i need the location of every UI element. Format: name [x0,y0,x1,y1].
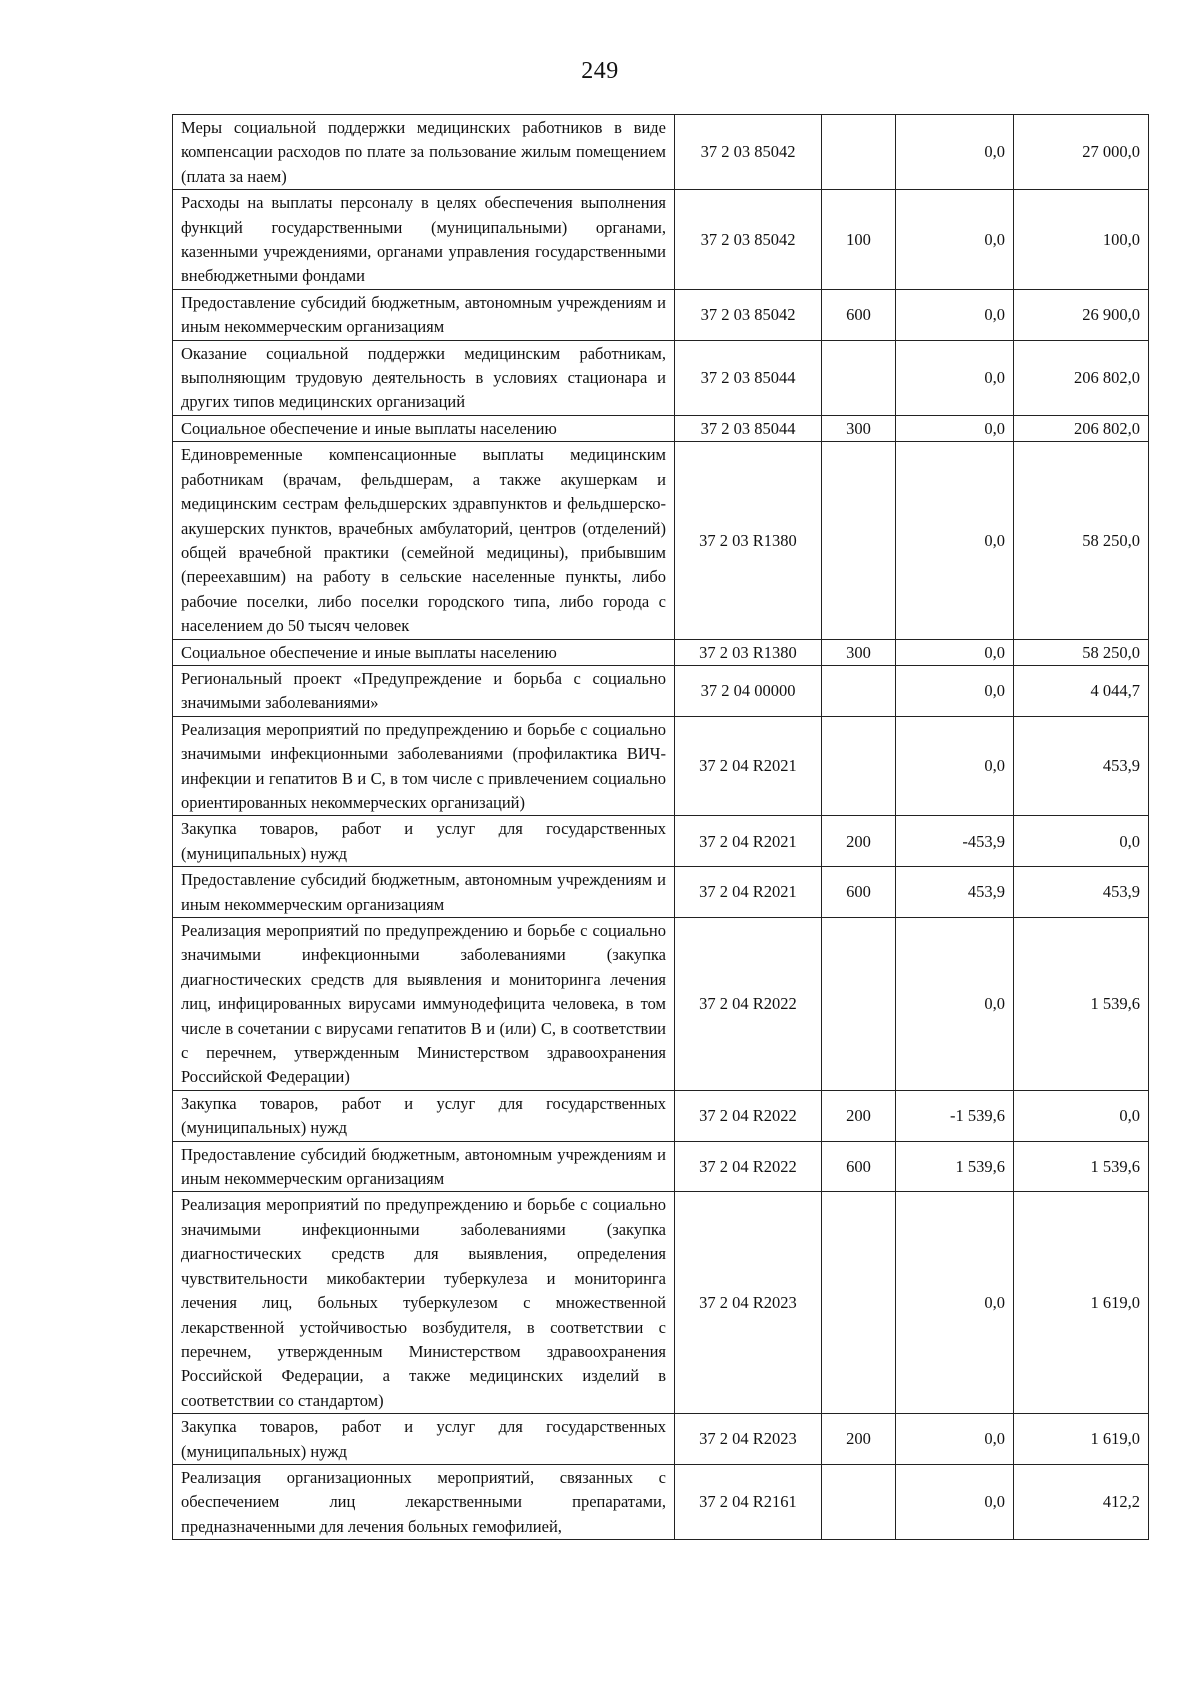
table-row [173,665,1149,716]
amount-total: 453,9 [1014,867,1149,918]
budget-table-body [173,115,1149,1540]
amount-total: 1 539,6 [1014,918,1149,1091]
expense-type-code: 200 [822,816,896,867]
row-name-cell: Социальное обеспечение и иные выплаты населению [173,639,675,665]
amount-change: 0,0 [896,1464,1014,1539]
row-name-cell: Реализация мероприятий по предупреждению и борьбе с социально значимыми инфекционными заболеваниями (закупка диагностических средств для выявления и мониторинга лечения лиц, инфицированных вирусами иммунодефицита человека, в том числе в сочетании с вирусами гепатитов В и (или) С, в соответствии с перечнем, утвержденным Министерством здравоохранения Российской Федерации) [173,918,675,1091]
table-row [173,1464,1149,1539]
expense-type-code: 200 [822,1414,896,1465]
amount-total: 58 250,0 [1014,639,1149,665]
expense-type-code: 200 [822,1090,896,1141]
table-row [173,639,1149,665]
row-name-cell: Закупка товаров, работ и услуг для государственных (муниципальных) нужд [173,1090,675,1141]
table-row [173,1414,1149,1465]
row-name-cell: Оказание социальной поддержки медицинским работникам, выполняющим трудовую деятельность в условиях стационара и других типов медицинских организаций [173,340,675,415]
amount-change: 0,0 [896,289,1014,340]
expense-type-code [822,442,896,639]
expense-type-code: 600 [822,1141,896,1192]
target-article-code: 37 2 04 R2022 [675,1141,822,1192]
table-row [173,115,1149,190]
row-name-cell: Расходы на выплаты персоналу в целях обеспечения выполнения функций государственными (муниципальными) органами, казенными учреждениями, органами управления государственными внебюджетными фондами [173,190,675,290]
target-article-code: 37 2 04 R2161 [675,1464,822,1539]
budget-table [172,114,1149,1540]
table-row [173,289,1149,340]
expense-type-code [822,1464,896,1539]
table-row [173,1141,1149,1192]
row-name-cell: Реализация мероприятий по предупреждению и борьбе с социально значимыми инфекционными заболеваниями (профилактика ВИЧ-инфекции и гепатитов В и С, в том числе с привлечением социально ориентированных некоммерческих организаций) [173,716,675,816]
amount-total: 0,0 [1014,1090,1149,1141]
table-row [173,340,1149,415]
expense-type-code: 100 [822,190,896,290]
expense-type-code [822,918,896,1091]
amount-change: 0,0 [896,639,1014,665]
table-row [173,716,1149,816]
expense-type-code [822,665,896,716]
page-number: 249 [581,58,619,84]
amount-change: 0,0 [896,918,1014,1091]
row-name-cell: Единовременные компенсационные выплаты медицинским работникам (врачам, фельдшерам, а также акушеркам и медицинским сестрам фельдшерских здравпунктов и фельдшерско-акушерских пунктов, врачебных амбулаторий, центров (отделений) общей врачебной практики (семейной медицины), прибывшим (переехавшим) на работу в сельские населенные пункты, либо рабочие поселки, либо поселки городского типа, либо города с населением до 50 тысяч человек [173,442,675,639]
amount-total: 4 044,7 [1014,665,1149,716]
expense-type-code: 300 [822,639,896,665]
row-name-cell: Предоставление субсидий бюджетным, автономным учреждениям и иным некоммерческим организациям [173,867,675,918]
amount-total: 1 539,6 [1014,1141,1149,1192]
amount-change: 0,0 [896,190,1014,290]
target-article-code: 37 2 03 85044 [675,340,822,415]
amount-total: 412,2 [1014,1464,1149,1539]
target-article-code: 37 2 03 R1380 [675,442,822,639]
amount-total: 58 250,0 [1014,442,1149,639]
amount-change: 0,0 [896,1414,1014,1465]
row-name-cell: Меры социальной поддержки медицинских работников в виде компенсации расходов по плате за пользование жилым помещением (плата за наем) [173,115,675,190]
amount-total: 453,9 [1014,716,1149,816]
table-row [173,867,1149,918]
row-name-cell: Реализация мероприятий по предупреждению и борьбе с социально значимыми инфекционными заболеваниями (закупка диагностических средств для выявления, определения чувствительности микобактерии туберкулеза и мониторинга лечения лиц, больных туберкулезом с множественной лекарственной устойчивостью возбудителя, в соответствии с перечнем, утвержденным Министерством здравоохранения Российской Федерации, а также медицинских изделий в соответствии со стандартом) [173,1192,675,1414]
amount-change: 453,9 [896,867,1014,918]
target-article-code: 37 2 04 R2021 [675,867,822,918]
target-article-code: 37 2 03 R1380 [675,639,822,665]
table-row [173,415,1149,441]
expense-type-code: 300 [822,415,896,441]
amount-change: 0,0 [896,340,1014,415]
row-name-cell: Закупка товаров, работ и услуг для государственных (муниципальных) нужд [173,816,675,867]
row-name-cell: Предоставление субсидий бюджетным, автономным учреждениям и иным некоммерческим организациям [173,289,675,340]
table-row [173,816,1149,867]
amount-change: 0,0 [896,115,1014,190]
target-article-code: 37 2 03 85042 [675,115,822,190]
amount-change: 1 539,6 [896,1141,1014,1192]
expense-type-code: 600 [822,289,896,340]
amount-change: 0,0 [896,1192,1014,1414]
target-article-code: 37 2 03 85042 [675,289,822,340]
table-row [173,918,1149,1091]
target-article-code: 37 2 04 R2022 [675,918,822,1091]
amount-total: 206 802,0 [1014,415,1149,441]
target-article-code: 37 2 04 R2022 [675,1090,822,1141]
row-name-cell: Предоставление субсидий бюджетным, автономным учреждениям и иным некоммерческим организациям [173,1141,675,1192]
amount-change: 0,0 [896,716,1014,816]
row-name-cell: Региональный проект «Предупреждение и борьба с социально значимыми заболеваниями» [173,665,675,716]
amount-change: 0,0 [896,415,1014,441]
target-article-code: 37 2 03 85042 [675,190,822,290]
target-article-code: 37 2 04 R2023 [675,1192,822,1414]
expense-type-code [822,716,896,816]
row-name-cell: Закупка товаров, работ и услуг для государственных (муниципальных) нужд [173,1414,675,1465]
row-name-cell: Социальное обеспечение и иные выплаты населению [173,415,675,441]
table-row [173,1090,1149,1141]
expense-type-code [822,115,896,190]
target-article-code: 37 2 04 R2023 [675,1414,822,1465]
row-name-cell: Реализация организационных мероприятий, связанных с обеспечением лиц лекарственными препаратами, предназначенными для лечения больных гемофилией, [173,1464,675,1539]
amount-total: 0,0 [1014,816,1149,867]
table-row [173,1192,1149,1414]
amount-total: 1 619,0 [1014,1414,1149,1465]
amount-total: 100,0 [1014,190,1149,290]
amount-total: 206 802,0 [1014,340,1149,415]
amount-total: 1 619,0 [1014,1192,1149,1414]
table-row [173,442,1149,639]
table-row [173,190,1149,290]
amount-change: 0,0 [896,442,1014,639]
expense-type-code [822,1192,896,1414]
amount-change: -1 539,6 [896,1090,1014,1141]
target-article-code: 37 2 04 R2021 [675,816,822,867]
amount-change: -453,9 [896,816,1014,867]
expense-type-code [822,340,896,415]
target-article-code: 37 2 04 R2021 [675,716,822,816]
target-article-code: 37 2 03 85044 [675,415,822,441]
amount-total: 26 900,0 [1014,289,1149,340]
amount-change: 0,0 [896,665,1014,716]
target-article-code: 37 2 04 00000 [675,665,822,716]
expense-type-code: 600 [822,867,896,918]
amount-total: 27 000,0 [1014,115,1149,190]
